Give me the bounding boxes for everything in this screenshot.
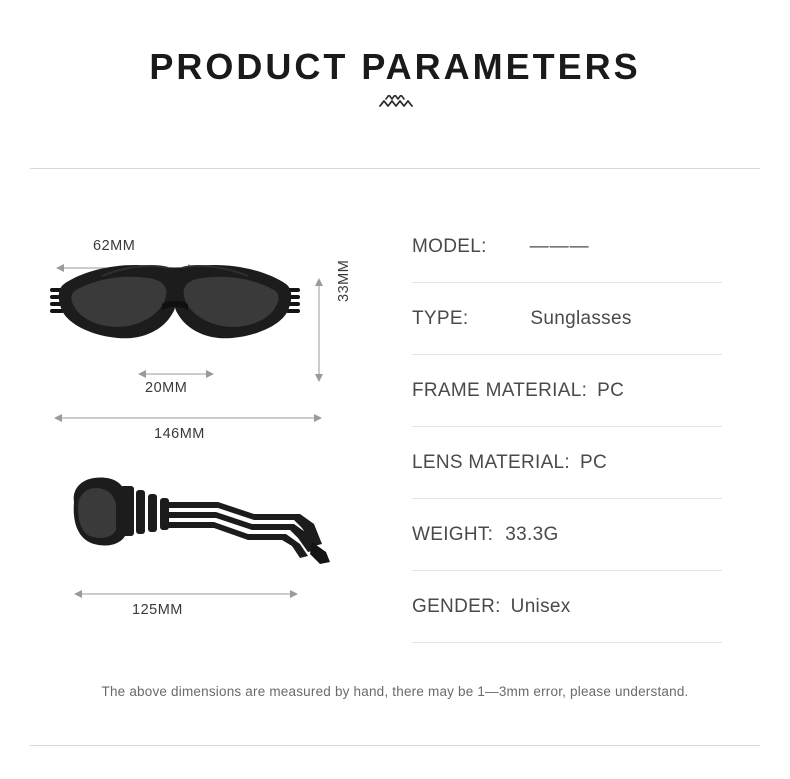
arrow-bridge-width bbox=[138, 368, 214, 380]
spec-row-frame-material bbox=[412, 355, 722, 427]
spec-value-frame-material: PC bbox=[597, 379, 625, 401]
spec-value-weight: 33.3G bbox=[505, 523, 559, 545]
dimension-label-temple-length: 125MM bbox=[132, 602, 183, 618]
divider-top bbox=[30, 168, 760, 169]
spec-key-weight: WEIGHT: bbox=[412, 523, 494, 545]
spec-value-lens-material: PC bbox=[580, 451, 607, 473]
spec-key-type: TYPE: bbox=[412, 307, 469, 329]
dimension-label-total-width: 146MM bbox=[154, 426, 205, 442]
spec-row-lens-material bbox=[412, 427, 722, 499]
spec-value-model: ——— bbox=[529, 236, 590, 257]
spec-row-gender bbox=[412, 571, 722, 643]
dimension-label-bridge-width: 20MM bbox=[145, 380, 188, 396]
arrow-temple-length bbox=[74, 588, 298, 600]
measurement-note: The above dimensions are measured by hand, there may be 1—3mm error, please understand. bbox=[101, 684, 689, 699]
spec-row-weight bbox=[412, 499, 722, 571]
spec-row-model bbox=[412, 212, 722, 283]
spec-value-type: Sunglasses bbox=[530, 307, 632, 329]
dimension-label-lens-height: 33MM bbox=[336, 259, 352, 302]
spec-row-type bbox=[412, 283, 722, 355]
spec-key-gender: GENDER: bbox=[412, 595, 501, 617]
page-title: PRODUCT PARAMETERS bbox=[149, 46, 641, 87]
spec-value-gender: Unisex bbox=[510, 595, 571, 617]
divider-bottom bbox=[30, 745, 760, 746]
spec-list bbox=[412, 212, 722, 643]
arrow-total-width bbox=[54, 412, 322, 424]
spec-key-lens-material: LENS MATERIAL: bbox=[412, 451, 570, 473]
spec-key-model: MODEL: bbox=[412, 236, 487, 257]
spec-key-frame-material: FRAME MATERIAL: bbox=[412, 379, 588, 401]
arrow-lens-height bbox=[313, 278, 325, 382]
sunglasses-front-view-icon bbox=[50, 260, 300, 365]
dimension-diagram bbox=[30, 200, 390, 660]
sunglasses-side-view-icon bbox=[68, 472, 336, 567]
zigzag-divider-icon bbox=[0, 95, 790, 116]
dimension-label-lens-width: 62MM bbox=[93, 238, 136, 254]
